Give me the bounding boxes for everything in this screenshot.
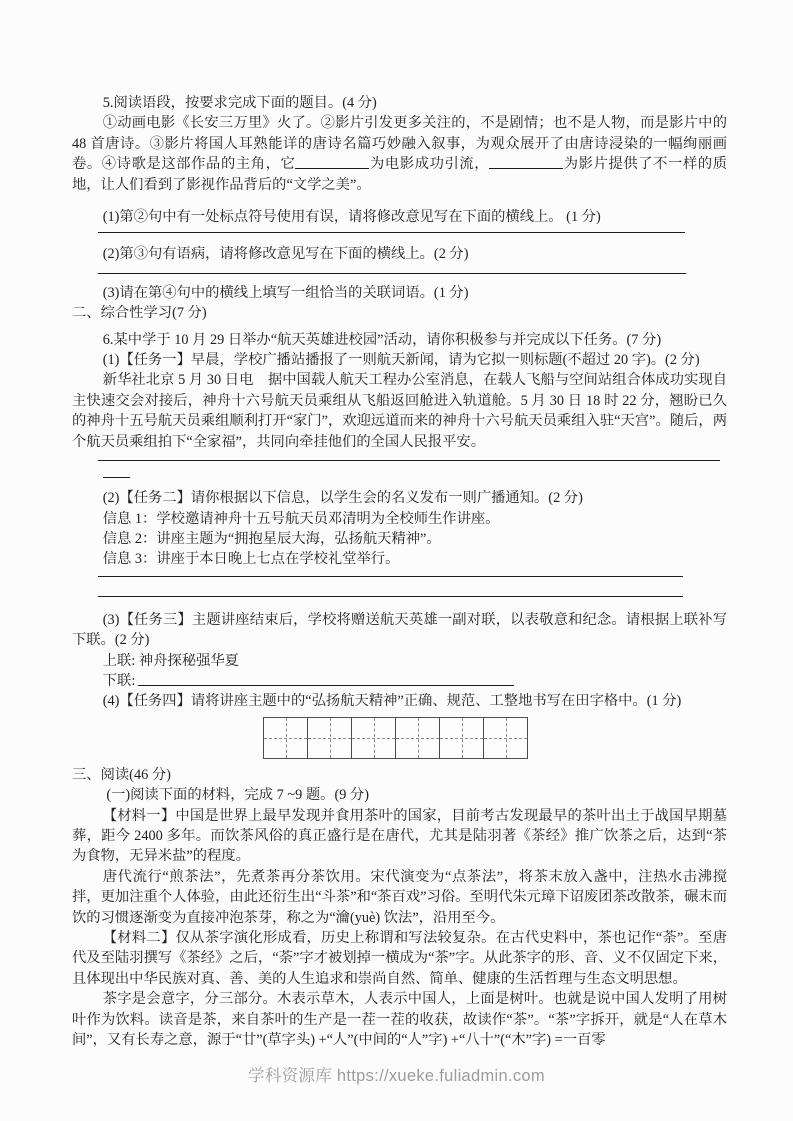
tianzige-cell bbox=[439, 718, 483, 758]
fill-in-blank-2 bbox=[489, 166, 563, 169]
question-5-sub-2: (2)第③句有语病，请将修改意见写在下面的横线上。(2 分) bbox=[102, 246, 469, 263]
question-6-task-3: (3)【任务三】主题讲座结束后，学校将赠送航天英雄一副对联，以表敬意和纪念。请根据上联补写下联。(2 分) bbox=[72, 611, 727, 649]
news-release-paragraph: 新华社北京 5 月 30 日电 据中国载人航天工程办公室消息，在载人飞船与空间站组合体成功实现自主快速交会对接后，神舟十六号航天员乘组从飞船返回舱进入轨道舱。5 月 30 日 18 时 22 分，翘盼已久的神舟十五号航天员乘组顺利打开“家门”，欢迎远道而来的神舟十六号航天员乘组入驻“天宫”。随后，两个航天员乘组拍下“全家福”，共同向牵挂他们的全国人民报平安。 bbox=[72, 372, 727, 450]
answer-line bbox=[98, 273, 686, 274]
question-5-sub-3: (3)请在第④句中的横线上填写一组恰当的关联词语。(1 分) bbox=[102, 284, 469, 301]
tianzige-cell bbox=[264, 718, 307, 758]
passage-part-1: ①动画电影《长安三万里》火了。②影片引发更多关注的，不是剧情；也不是人物，而是影片中的 48 首唐诗。③影片将国人耳熟能详的唐诗名篇巧妙融入叙事，为观众展开了由唐诗浸染的一幅绚丽画卷。④诗歌是这部作品的主角，它 bbox=[72, 115, 727, 173]
section-2-heading: 二、综合性学习(7 分) bbox=[72, 305, 207, 322]
tianzige-cell bbox=[483, 718, 527, 758]
info-item-3: 信息 3：讲座于本日晚上七点在学校礼堂举行。 bbox=[102, 551, 400, 568]
question-6-task-1: (1)【任务一】早晨，学校广播站播报了一则航天新闻，请为它拟一则标题(不超过 20 字)。(2 分) bbox=[102, 352, 700, 369]
couplet-lower-answer-line bbox=[138, 683, 514, 686]
question-5-passage bbox=[72, 113, 727, 195]
answer-line-short bbox=[103, 477, 130, 478]
passage-part-2: 为电影成功引流， bbox=[369, 156, 490, 173]
tianzige-cell bbox=[351, 718, 395, 758]
info-item-1: 信息 1：学校邀请神舟十五号航天员邓清明为全校师生作讲座。 bbox=[102, 510, 500, 527]
info-item-2: 信息 2：讲座主题为“拥抱星辰大海，弘扬航天精神”。 bbox=[102, 530, 441, 547]
question-5-title: 5.阅读语段，按要求完成下面的题目。(4 分) bbox=[102, 95, 377, 111]
watermark-footer: 学科资源库 https://xueke.fuliadmin.com bbox=[248, 1067, 545, 1085]
couplet-upper bbox=[72, 651, 727, 671]
couplet-upper-label: 上联: bbox=[102, 652, 136, 669]
tianzige-cell bbox=[395, 718, 439, 758]
question-6-task-2: (2)【任务二】请你根据以下信息，以学生会的名义发布一则广播通知。(2 分) bbox=[102, 490, 583, 507]
material-2-paragraph-1: 【材料二】仅从茶字演化形成看，历史上称谓和写法较复杂。在古代史料中，茶也记作“荼”。至唐代及至陆羽撰写《茶经》之后，“荼”字才被划掉一横成为“茶”字。从此茶字的形、音、义不仅固定下来，且体现出中华民族对真、善、美的人生追求和崇尚自然、简单、健康的生活哲理与生态文明思想。 bbox=[72, 930, 727, 987]
question-5-sub-1: (1)第②句中有一处标点符号使用有误，请将修改意见写在下面的横线上。 (1 分) bbox=[102, 209, 601, 226]
question-6-title: 6.某中学于 10 月 29 日举办“航天英雄进校园”活动，请你积极参与并完成以下任务。(7 分) bbox=[102, 331, 662, 348]
answer-line bbox=[98, 232, 685, 233]
answer-line bbox=[98, 576, 683, 577]
couplet-lower bbox=[72, 671, 727, 691]
fill-in-blank-1 bbox=[295, 166, 369, 169]
section-3-heading: 三、阅读(46 分) bbox=[72, 766, 171, 783]
material-1-paragraph-1: 【材料一】中国是世界上最早发现并食用茶叶的国家，目前考古发现最早的茶叶出土于战国早期墓葬，距今 2400 多年。而饮茶风俗的真正盛行是在唐代，尤其是陆羽著《茶经》推广饮茶之后，达到“茶为食物，无异米盐”的程度。 bbox=[72, 807, 727, 865]
material-2-paragraph-2: 茶字是会意字，分三部分。木表示草木，人表示中国人，上面是树叶。也就是说中国人发明了用树叶作为饮料。读音是茶，来自茶叶的生产是一茬一茬的收获，故读作“茶”。“茶”字拆开，就是“人在草木间”，又有长寿之意，源于“廿”(草字头) +“人”(中间的“人”字) +“八十”(“木”字) =一百零 bbox=[72, 991, 727, 1049]
material-1-paragraph-2: 唐代流行“煎茶法”，先煮茶再分茶饮用。宋代演变为“点茶法”，将茶末放入盏中，注热水击沸搅拌，更加注重个人体验，由此还衍生出“斗茶”和“茶百戏”习俗。至明代朱元璋下诏废团茶改散茶，碾末而饮的习惯逐渐变为直接冲泡茶芽，称之为“瀹(yuè) 饮法”，沿用至今。 bbox=[72, 868, 727, 926]
tianzige-cell bbox=[307, 718, 351, 758]
answer-line bbox=[98, 596, 683, 597]
couplet-upper-text: 神舟探秘强华夏 bbox=[138, 652, 239, 669]
reading-intro: (一)阅读下面的材料，完成 7 ~9 题。(9 分) bbox=[106, 787, 369, 804]
question-6-task-4: (4)【任务四】请将讲座主题中的“弘扬航天精神”正确、规范、工整地书写在田字格中。(1 分) bbox=[102, 693, 682, 710]
answer-line bbox=[98, 460, 720, 461]
couplet-lower-label: 下联: bbox=[102, 672, 136, 689]
tianzige-writing-grid bbox=[263, 717, 528, 759]
passage-part-3: 为影片提供了不一样的质地，让人们看到了影视作品背后的“文学之美”。 bbox=[72, 156, 728, 193]
